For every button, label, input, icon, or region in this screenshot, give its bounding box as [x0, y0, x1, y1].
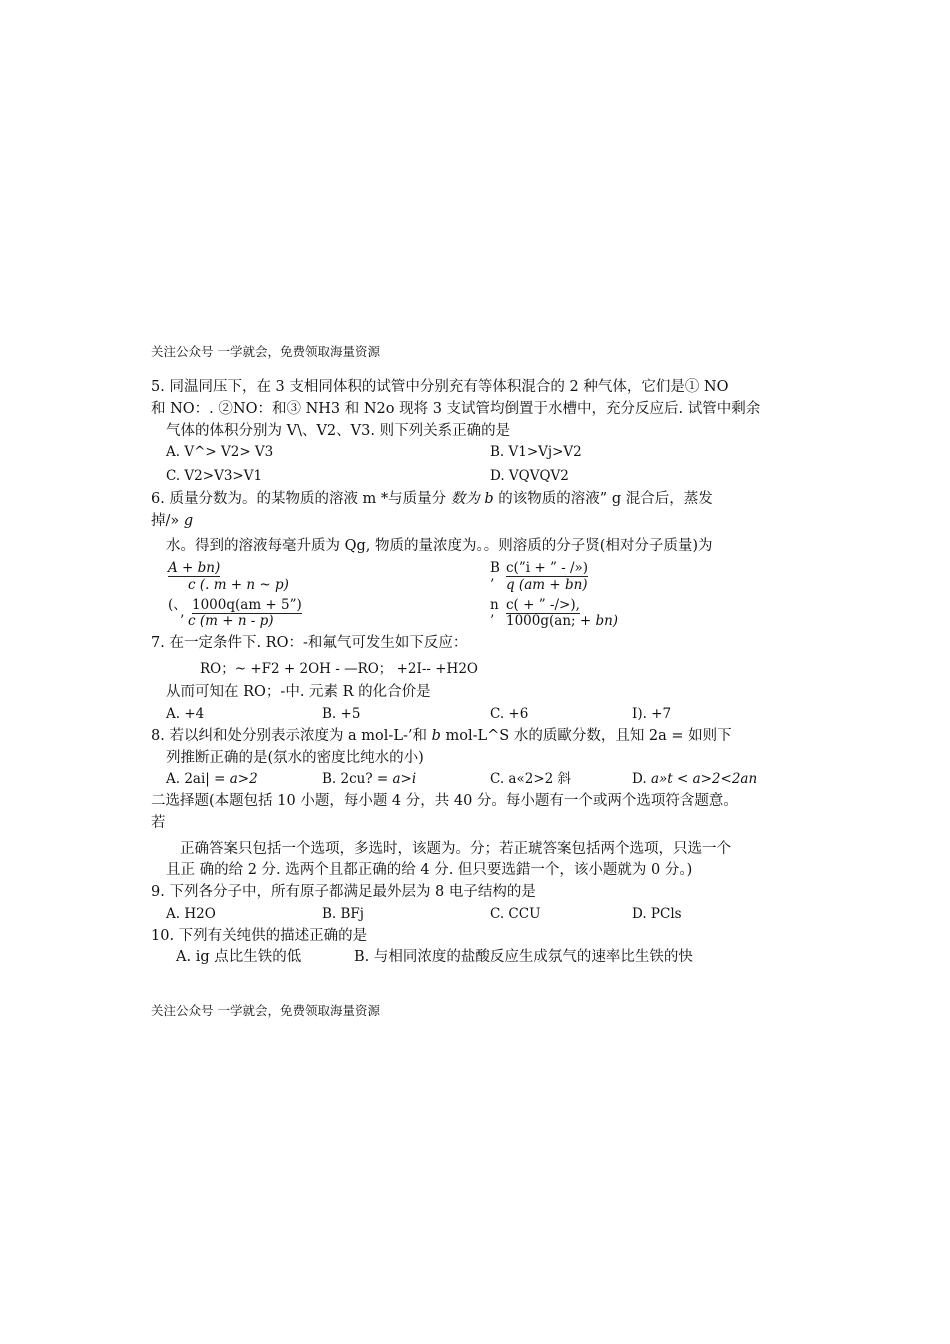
q8-line1-c: mol-L^S 水的质歐分数，且知 2a = 如则下	[440, 728, 732, 744]
q6-option-b-numerator-text: c(”i + ” - /»)	[506, 560, 589, 576]
q5-option-d: D. VQVQV2	[490, 468, 569, 484]
q7-option-c: C. +6	[490, 706, 529, 722]
q7-line2: 从而可知在 RO；-中. 元素 R 的化合价是	[166, 684, 431, 700]
q7-equation: RO；~ +F2 + 2OH - —RO； +2I-- +H2O	[200, 661, 478, 677]
q8-option-b	[322, 770, 416, 788]
q6-line1-d: 的该物质的溶液” g 混合后，蒸发	[498, 491, 713, 507]
q6-option-b-denominator: q (am + bn)	[506, 577, 588, 593]
q6-option-b-label: B	[490, 560, 500, 576]
q6-line1	[151, 490, 713, 508]
q6-option-c-denominator: c (m + n - p)	[188, 613, 274, 629]
q8-line1-b: b	[431, 728, 441, 744]
q8-option-a	[166, 770, 258, 788]
q8-option-d	[632, 770, 757, 788]
q9-option-c: C. CCU	[490, 906, 541, 922]
q9-option-b: B. BFj	[322, 906, 364, 922]
q6-option-d-numerator-text: c( + ” -/>),	[506, 597, 580, 613]
q8-option-a-value: a>2	[229, 771, 258, 787]
q10-line1: 10. 下列有关纯供的描述正确的是	[151, 928, 368, 944]
q6-option-a-numerator	[168, 559, 220, 577]
q6-line2	[151, 512, 193, 530]
q8-option-b-prefix: B. 2cu? =	[322, 771, 393, 787]
q6-line1-c: b	[479, 491, 499, 507]
q9-option-d: D. PCls	[632, 906, 682, 922]
q6-option-c-label: (、	[168, 597, 187, 613]
q6-option-b-numerator	[506, 559, 588, 577]
section-2-line1: 二选择题(本题包括 10 小题，每小题 4 分，共 40 分。每小题有一个或两个选项符含题意。	[151, 793, 738, 809]
q6-option-c-mark: ’	[180, 613, 185, 629]
q6-option-c-numerator-text: 1000q(am + 5”)	[192, 597, 302, 613]
q6-option-a-numerator-text: A + bn)	[168, 560, 221, 576]
q10-option-a: A. ig 点比生铁的低	[176, 949, 302, 965]
q10-option-b: B. 与相同浓度的盐酸反应生成氛气的速率比生铁的快	[354, 949, 693, 965]
q7-option-d: I). +7	[632, 706, 672, 722]
q8-option-a-prefix: A. 2ai| =	[166, 771, 230, 787]
q6-line1-a: 6. 质量分数为。的某物质的溶液 m *与质量分	[151, 491, 451, 507]
q6-option-d-denominator-b: + bn)	[579, 613, 619, 629]
q8-option-b-value: a>i	[392, 771, 417, 787]
section-2-line3: 正确答案只包括一个选项，多选时，该题为。分；若正琥答案包括两个选项，只选一个	[180, 841, 731, 857]
section-2-line4: 且正 确的给 2 分. 选两个且都正确的给 4 分. 但只要选錯一个，该小题就为 0 分。)	[166, 862, 693, 878]
q6-line3: 水。得到的溶液每毫升质为 Qg, 物质的量浓度为。。则溶质的分子贤(相对分子质量)为	[166, 538, 713, 554]
q5-option-b: B. V1>Vj>V2	[490, 444, 582, 460]
q5-option-a: A. V^> V2> V3	[166, 444, 274, 460]
q8-line2: 列推断正确的是(氛水的密度比纯水的小)	[166, 750, 424, 766]
q9-line1: 9. 下列各分子中，所有原子都满足最外层为 8 电子结构的是	[151, 884, 536, 900]
q6-option-d-label: n	[490, 597, 499, 613]
q6-option-d-denominator	[506, 612, 618, 630]
q5-line2: 和 NO：. ②NO：和③ NH3 和 N2o 现将 3 支试管均倒置于水槽中，充分反应后. 试管中剩余	[151, 401, 761, 417]
q6-option-d-denominator-a: 1000g(an;	[506, 613, 580, 629]
q7-option-b: B. +5	[322, 706, 361, 722]
q6-line2-b: g	[183, 513, 194, 529]
q9-option-a: A. H2O	[166, 906, 216, 922]
q7-option-a: A. +4	[166, 706, 205, 722]
q6-option-a-denominator: c (. m + n ~ p)	[188, 577, 289, 593]
q6-line1-b: 数为	[450, 491, 480, 507]
q5-line1: 5. 同温同压下，在 3 支相同体积的试管中分别充有等体积混合的 2 种气体，它们是① NO	[151, 379, 729, 395]
q6-option-d-mark: ’	[490, 613, 495, 629]
q5-line3: 气体的体积分别为 V\、V2、V3. 则下列关系正确的是	[166, 423, 511, 439]
q8-option-c: C. a«2>2 斜	[490, 771, 572, 787]
q6-line2-a: 掉/»	[151, 513, 184, 529]
q8-line1-a: 8. 若以纠和处分别表示浓度为 a mol-L-’和	[151, 728, 432, 744]
footer-note: 关注公众号 一学就会，免费领取海量资源	[151, 1003, 380, 1018]
q8-option-d-value: a»t < a>2<2an	[650, 771, 758, 787]
section-2-line2: 若	[151, 815, 166, 831]
q7-line1: 7. 在一定条件下. RO：-和氟气可发生如下反应：	[151, 635, 468, 651]
q8-option-d-prefix: D.	[632, 771, 651, 787]
header-note: 关注公众号 一学就会，免费领取海量资源	[151, 344, 380, 359]
q6-option-b-mark: ’	[490, 577, 495, 593]
q5-option-c: C. V2>V3>V1	[166, 468, 263, 484]
q8-line1	[151, 727, 732, 745]
